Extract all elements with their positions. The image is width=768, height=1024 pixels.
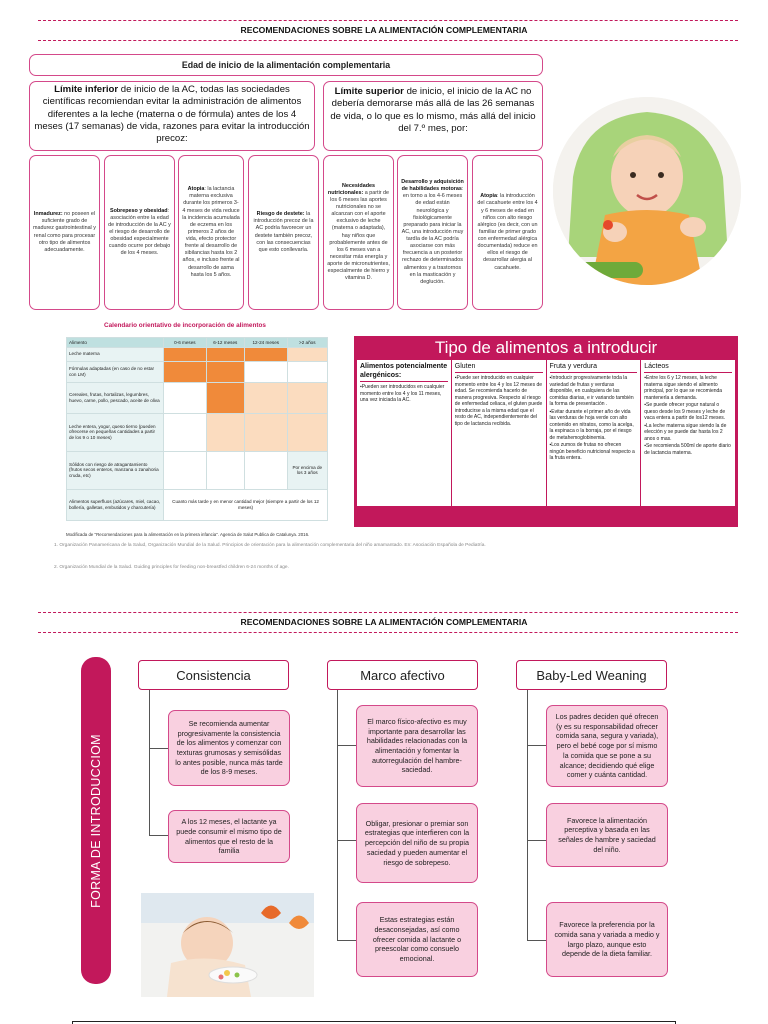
top-dashed-line-2	[38, 40, 738, 41]
forma-side-bar	[81, 657, 111, 984]
limite-superior-box	[323, 81, 543, 151]
marco-box-3: Estas estrategias están desaconsejadas, así como ofrecer comida al lactante o preescolar como consuelo emocional.	[356, 902, 478, 977]
marco-box-2: Obligar, presionar o premiar son estrategias que interfieren con la percepción del niño de su propia saciedad y pueden aumentar el riesgo de sobrepeso.	[356, 803, 478, 883]
table-row: Sólidos con riesgo de atragantamiento (frutos secos enteros, manzana o zanahoria cruda, etc) Por encima de los 3 años	[67, 451, 328, 489]
connector-line	[149, 748, 169, 749]
connector-line	[337, 745, 357, 746]
razon-sobrepeso: Sobrepeso y obesidad: asociación entre la edad de introducción de la AC y el riesgo de desarrollo de obesidad especialmente cuando ocurre por debajo de los 4 meses.	[104, 155, 175, 310]
tipo-col-alergenicos: Alimentos potencialmente alergénicos: ▪Pueden ser introducidos en cualquier momento entre los 4 y los 11 meses, una vez iniciada la AC.	[357, 360, 452, 506]
consistencia-title: Consistencia	[138, 660, 289, 690]
blw-box-2: Favorece la alimentación perceptiva y basada en las señales de hambre y saciedad del niño.	[546, 803, 668, 867]
reference-1: 1. Organización Panamericana de la Salud, Organización Mundial de la Salud. Principios de orientación para la alimentación complementaria del niño amamantado. En: Asociación Española de Pediatría.	[54, 543, 486, 548]
limite-superior-label: Límite superior	[334, 86, 404, 97]
table-row: Cereales, frutas, hortalizas, legumbres, huevo, carne, pollo, pescado, aceite de oliva	[67, 382, 328, 413]
calendario-title: Calendario orientativo de incorporación de alimentos	[104, 322, 266, 329]
razon-atopia-2: Atopia: la introducción del cacahuete entre los 4 y 6 meses de edad en niños con alto riesgo alérgico (es decir, con un familiar de primer grado con enfermedad alérgica documentada) reduce en ellos el riesgo de desarrollar alergia al cacahuete.	[472, 155, 543, 310]
list-item: ▪La leche materna sigue siendo la de elección y se puede dar hasta los 2 anos o mas.	[644, 422, 727, 442]
blw-box-1: Los padres deciden qué ofrecen (y es su responsabilidad ofrecer comida sana, segura y variada), pero el bebé coge por sí mismo la comida que se pone a su alcance; decidiendo qué elige comer y cuánta cantidad.	[546, 705, 668, 787]
section-title-1: RECOMENDACIONES SOBRE LA ALIMENTACIÓN COMPLEMENTARIA	[240, 25, 528, 35]
razon-necesidades: Necesidades nutricionales: a partir de los 6 meses las aportes nutricionales no se alcanzan con el aporte exclusivo de leche (materna o adaptada), hay niños que probablemente antes de los 6 meses van a necesitar más energía y aporte de micronutrientes, especialmente de hierro y vitamina D.	[323, 155, 394, 310]
baby-eating-photo	[553, 97, 741, 285]
limite-inferior-text: de inicio de la AC, todas las sociedades científicas recomiendan evitar la administración de alimentos diferentes a la leche (materna o de fórmula) antes de los 4 meses (17 semanas) de vida, razones para evitar la introducción precoz:	[34, 84, 310, 145]
blw-box-3: Favorece la preferencia por la comida sana y variada a medio y largo plazo, aunque esto depende de la dieta familiar.	[546, 902, 668, 977]
top-dashed-line	[38, 20, 738, 21]
forma-side-label: FORMA DE INTRODUCCIOM	[89, 733, 103, 908]
mid-dashed-line	[38, 612, 738, 613]
calendario-header-row: Alimento 0-6 meses 6-12 meses 12-24 meses >2 años	[67, 338, 328, 348]
list-item: ▪Entre los 6 y 12 meses, la leche materna sigue siendo el alimento principal, por lo que se recomienda mantenerla a demanda.	[644, 375, 723, 401]
list-item: ▪Puede ser introducido en cualquier momento entre los 4 y los 12 meses de edad. Se recomienda hacerlo de manera progresiva. Respecto al riesgo de enfermedad celiaca, el gluten puede introducirse a la misma edad que el resto de AC, independientemente del tipo de lactancia recibida.	[454, 375, 543, 427]
tipo-alimentos-panel	[354, 336, 738, 527]
connector-line	[527, 745, 547, 746]
consistencia-box-2: A los 12 meses, el lactante ya puede consumir el mismo tipo de alimentos que el resto de la familia	[168, 810, 290, 863]
tipo-col-fruta-verdura: Fruta y verdura ▪Introducir progresivamente toda la variedad de frutas y verduras disponible, en cualquiera de las comidas diarias, e ir variando también la forma de presentación . ▪Evitar durante el primer año de vida las verduras de hoja verde con alto contenido en nitratos, como la acelga, la espinaca o la borraja, por el riesgo de metahemoglobinemia. ▪Los zumos de frutas no ofrecen ningún beneficio nutricional respecto a la fruta entera.	[547, 360, 642, 506]
marco-afectivo-title: Marco afectivo	[327, 660, 478, 690]
razon-inmadurez: Inmadurez: no poseen el suficiente grado de madurez gastrointestinal y renal como para procesar otro tipo de alimentos adecuadamente.	[29, 155, 100, 310]
connector-line	[337, 840, 357, 841]
connector-line	[527, 840, 547, 841]
connector-line	[527, 940, 547, 941]
connector-line	[527, 690, 528, 940]
table-row: Leche entera, yogur, queso tierno (pueden ofrecerse en pequeñas cantidades a partir de los 9 o 10 meses)	[67, 413, 328, 451]
razon-atopia-1: Atopia: la lactancia materna exclusiva durante los primeros 3-4 meses de vida reduce la incidencia acumulada de eczema en los primeros 2 años de vida, efecto protector frente al desarrollo de sibilancias hasta los 2 años, e incluso frente al desarrollo de asma hasta los 5 años.	[178, 155, 244, 310]
razon-destete: Riesgo de destete: la introducción precoz de la AC podría favorecer un destete también precoz, con las consecuencias que esto conllevaría.	[248, 155, 319, 310]
tipo-alimentos-title: Tipo de alimentos a introducir	[434, 338, 658, 357]
connector-line	[149, 835, 169, 836]
connector-line	[337, 690, 338, 940]
table-row: Leche materna	[67, 347, 328, 361]
razon-desarrollo: Desarrollo y adquisición de habilidades motoras: en torno a los 4-6 meses de edad están neurológica y fisiológicamente preparado para iniciar la AC, una introducción muy tardía de la AC podría asociarse con más frecuencia a un posterior rechazo de determinados alimentos y a trastornos en la masticación y deglución.	[397, 155, 468, 310]
consistencia-box-1: Se recomienda aumentar progresivamente la consistencia de los alimentos y comenzar con texturas grumosas y semisólidas lo antes posible, nunca más tarde de los 8-9 meses.	[168, 710, 290, 786]
list-item: ▪Evitar durante el primer año de vida las verduras de hoja verde con alto contenido en nitratos, como la acelga, la espinaca o la borraja, por el riesgo de metahemoglobinemia.	[549, 408, 634, 441]
limite-inferior-box	[29, 81, 315, 151]
section-title-2: RECOMENDACIONES SOBRE LA ALIMENTACIÓN COMPLEMENTARIA	[240, 617, 528, 627]
table-row: Fórmulas adaptadas (en caso de no estar con LM)	[67, 361, 328, 382]
baby-blw-photo	[141, 893, 314, 997]
tipo-col-lacteos: Lácteos ▪Entre los 6 y 12 meses, la leche materna sigue siendo el alimento principal, por lo que se recomienda mantenerla a demanda. ▪Se puede ofrecer yogur natural o queso desde los 9 meses y leche de vaca entera a partir de los12 meses. ▪La leche materna sigue siendo la de elección y se puede dar hasta los 2 anos o mas. ▪Se recomienda 500ml de aporte diario de lactancia materna.	[644, 363, 731, 456]
limite-inferior-label: Límite inferior	[54, 84, 119, 95]
calendario-source: Modificada de "Recomendaciones para la alimentación en la primera infancia". Agencia de Salut Publica de Catalunya. 2016.	[66, 532, 310, 537]
table-row: Alimentos superfluos (azúcares, miel, cacao, bollería, galletas, embutidos y charcutería) Cuanto más tarde y en menor cantidad mejor (siempre a partir de los 12 meses)	[67, 489, 328, 520]
list-item: ▪Se puede ofrecer yogur natural o queso desde los 9 meses y leche de vaca entera a partir de los12 meses.	[644, 402, 726, 422]
list-item: ▪Pueden ser introducidos en cualquier momento entre los 4 y los 11 meses, una vez iniciada la AC.	[360, 384, 445, 404]
list-item: ▪Introducir progresivamente toda la variedad de frutas y verduras disponible, en cualquiera de las comidas diarias, e ir variando también la forma de presentación .	[549, 375, 634, 408]
connector-line	[337, 940, 357, 941]
connector-line	[149, 690, 150, 835]
marco-box-1: El marco físico-afectivo es muy importante para desarrollar las habilidades relacionadas con la alimentación y fomentar la autorregulación del hambre-saciedad.	[356, 705, 478, 787]
reference-2: 2. Organización Mundial de la Salud. Guiding principles for feeding non-breastfed children 6-24 months of age.	[54, 565, 289, 570]
blw-title: Baby-Led Weaning	[516, 660, 667, 690]
mid-dashed-line-2	[38, 632, 738, 633]
tipo-col-gluten: Gluten ▪Puede ser introducido en cualquier momento entre los 4 y los 12 meses de edad. Se recomienda hacerlo de manera progresiva. Respecto al riesgo de enfermedad celiaca, el gluten puede introducirse a la misma edad que el resto de AC, independientemente del tipo de lactancia recibida.	[452, 360, 547, 506]
calendario-table	[66, 337, 328, 521]
edad-inicio-title: Edad de inicio de la alimentación complementaria	[29, 54, 543, 76]
limite-superior-text: de inicio, el inicio de la AC no debería demorarse más allá de las 26 semanas de vida, o lo que es lo mismo, más allá del inicio del 7.º mes, por:	[330, 86, 536, 134]
list-item: ▪Los zumos de frutas no ofrecen ningún beneficio nutricional respecto a la fruta entera.	[549, 442, 635, 462]
list-item: ▪Se recomienda 500ml de aporte diario de lactancia materna.	[644, 443, 731, 456]
